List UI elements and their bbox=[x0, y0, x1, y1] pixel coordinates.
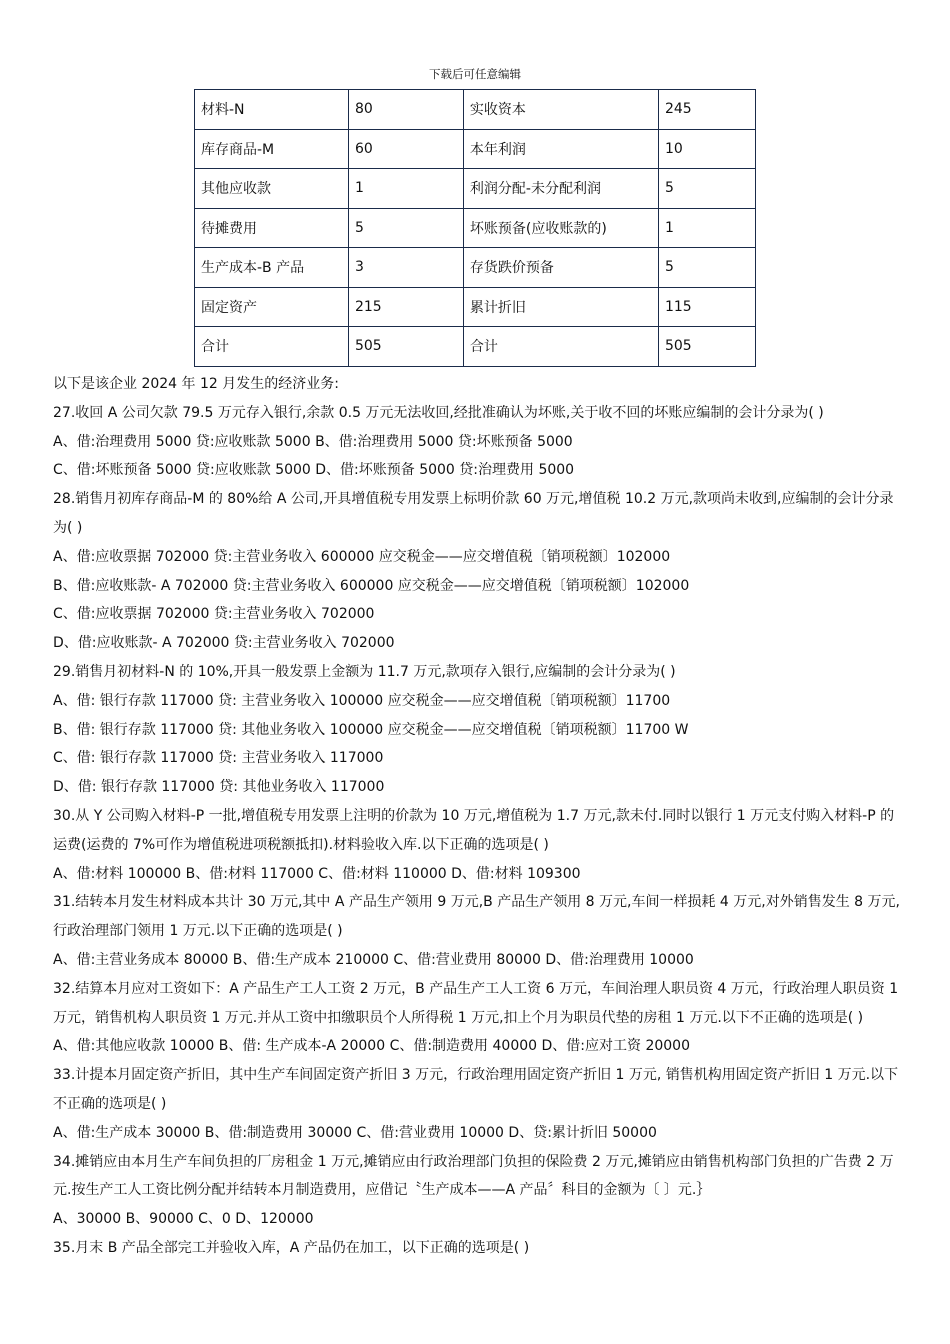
table-row bbox=[195, 169, 756, 209]
amount-cell: 5 bbox=[348, 208, 463, 248]
page-header: 下载后可任意编辑 bbox=[429, 67, 521, 81]
account-name-cell: 其他应收款 bbox=[195, 169, 349, 209]
question-stem: 29.销售月初材料-N 的 10%,开具一般发票上金额为 11.7 万元,款项存入银行,应编制的会计分录为( ) bbox=[53, 663, 676, 680]
amount-cell: 80 bbox=[348, 90, 463, 130]
intro-text: 以下是该企业 2024 年 12 月发生的经济业务: bbox=[53, 376, 339, 392]
question-stem: 28.销售月初库存商品-M 的 80%给 A 公司,开具增值税专用发票上标明价款 60 万元,增值税 10.2 万元,款项尚未收到,应编制的会计分录为( ) bbox=[53, 491, 894, 536]
question-stem: 34.摊销应由本月生产车间负担的厂房租金 1 万元,摊销应由行政治理部门负担的保险费 2 万元,摊销应由销售机构部门负担的广告费 2 万元.按生产工人工资比例分配并结转本月制造费用，应借记〝生产成本——A 产品〞科目的金额为〔 〕元.｝ bbox=[53, 1153, 894, 1199]
account-name-cell: 累计折旧 bbox=[463, 287, 658, 327]
account-name-cell: 合计 bbox=[463, 327, 658, 367]
question-item bbox=[53, 1061, 905, 1147]
question-item bbox=[53, 399, 905, 485]
document-body bbox=[53, 370, 905, 1263]
table-row bbox=[195, 248, 756, 288]
question-list bbox=[53, 399, 905, 1263]
answer-option: A、借:治理费用 5000 贷:应收账款 5000 B、借:治理费用 5000 贷:坏账预备 5000 bbox=[53, 433, 573, 450]
amount-cell: 60 bbox=[348, 129, 463, 169]
question-stem: 32.结算本月应对工资如下：A 产品生产工人工资 2 万元，B 产品生产工人工资 6 万元，车间治理人职员资 4 万元，行政治理人职员资 1 万元，销售机构人职员资 1 万元.并从工资中扣缴职员个人所得税 1 万元,扣上个月为职员代垫的房租 1 万元.以下不正确的选项是( ) bbox=[53, 980, 899, 1026]
answer-option: A、借:生产成本 30000 B、借:制造费用 30000 C、借:营业费用 10000 D、贷:累计折旧 50000 bbox=[53, 1124, 657, 1141]
question-stem: 30.从 Y 公司购入材料-P 一批,增值税专用发票上注明的价款为 10 万元,增值税为 1.7 万元,款未付.同时以银行 1 万元支付购入材料-P 的运费(运费的 7%可作为增值税进项税额抵扣).材料验收入库.以下正确的选项是( ) bbox=[53, 807, 895, 853]
answer-option: A、30000 B、90000 C、0 D、120000 bbox=[53, 1211, 314, 1228]
account-name-cell: 合计 bbox=[195, 327, 349, 367]
table-row bbox=[195, 208, 756, 248]
account-name-cell: 利润分配-未分配利润 bbox=[463, 169, 658, 209]
account-name-cell: 库存商品-M bbox=[195, 129, 349, 169]
question-stem: 35.月末 B 产品全部完工并验收入库，A 产品仍在加工，以下正确的选项是( ) bbox=[53, 1239, 530, 1256]
question-item bbox=[53, 485, 905, 658]
account-name-cell: 生产成本-B 产品 bbox=[195, 248, 349, 288]
amount-cell: 505 bbox=[348, 327, 463, 367]
amount-cell: 505 bbox=[658, 327, 755, 367]
answer-option: B、借:应收账款- A 702000 贷:主营业务收入 600000 应交税金——应交增值税〔销项税额〕102000 bbox=[53, 577, 690, 594]
amount-cell: 1 bbox=[348, 169, 463, 209]
answer-option: A、借:主营业务成本 80000 B、借:生产成本 210000 C、借:营业费用 80000 D、借:治理费用 10000 bbox=[53, 951, 694, 968]
amount-cell: 5 bbox=[658, 248, 755, 288]
account-name-cell: 实收资本 bbox=[463, 90, 658, 130]
table-row bbox=[195, 90, 756, 130]
answer-option: D、借:应收账款- A 702000 贷:主营业务收入 702000 bbox=[53, 635, 395, 652]
question-stem: 27.收回 A 公司欠款 79.5 万元存入银行,余款 0.5 万元无法收回,经批准确认为坏账,关于收不回的坏账应编制的会计分录为( ) bbox=[53, 404, 824, 421]
answer-option: C、借: 银行存款 117000 贷: 主营业务收入 117000 bbox=[53, 750, 384, 767]
answer-option: A、借: 银行存款 117000 贷: 主营业务收入 100000 应交税金——应交增值税〔销项税额〕11700 bbox=[53, 692, 671, 709]
answer-option: C、借:坏账预备 5000 贷:应收账款 5000 D、借:坏账预备 5000 贷:治理费用 5000 bbox=[53, 462, 575, 479]
answer-option: C、借:应收票据 702000 贷:主营业务收入 702000 bbox=[53, 606, 375, 623]
account-name-cell: 待摊费用 bbox=[195, 208, 349, 248]
account-name-cell: 坏账预备(应收账款的) bbox=[463, 208, 658, 248]
question-stem: 31.结转本月发生材料成本共计 30 万元,其中 A 产品生产领用 9 万元,B 产品生产领用 8 万元,车间一样损耗 4 万元,对外销售发生 8 万元,行政治理部门领用 1 万元.以下正确的选项是( ) bbox=[53, 894, 900, 940]
question-item bbox=[53, 1148, 905, 1234]
question-item bbox=[53, 1234, 905, 1263]
question-item bbox=[53, 975, 905, 1061]
question-item bbox=[53, 888, 905, 974]
amount-cell: 245 bbox=[658, 90, 755, 130]
table-row bbox=[195, 129, 756, 169]
table-row bbox=[195, 327, 756, 367]
account-name-cell: 本年利润 bbox=[463, 129, 658, 169]
table-row bbox=[195, 287, 756, 327]
amount-cell: 5 bbox=[658, 169, 755, 209]
amount-cell: 1 bbox=[658, 208, 755, 248]
amount-cell: 215 bbox=[348, 287, 463, 327]
answer-option: D、借: 银行存款 117000 贷: 其他业务收入 117000 bbox=[53, 779, 385, 796]
question-item bbox=[53, 658, 905, 802]
balance-table bbox=[194, 89, 756, 367]
account-name-cell: 材料-N bbox=[195, 90, 349, 130]
answer-option: A、借:材料 100000 B、借:材料 117000 C、借:材料 110000 D、借:材料 109300 bbox=[53, 865, 581, 882]
amount-cell: 115 bbox=[658, 287, 755, 327]
amount-cell: 3 bbox=[348, 248, 463, 288]
question-stem: 33.计提本月固定资产折旧，其中生产车间固定资产折旧 3 万元，行政治理用固定资产折旧 1 万元, 销售机构用固定资产折旧 1 万元.以下不正确的选项是( ) bbox=[53, 1067, 899, 1112]
answer-option: B、借: 银行存款 117000 贷: 其他业务收入 100000 应交税金——应交增值税〔销项税额〕11700 W bbox=[53, 721, 689, 738]
account-name-cell: 存货跌价预备 bbox=[463, 248, 658, 288]
answer-option: A、借:应收票据 702000 贷:主营业务收入 600000 应交税金——应交增值税〔销项税额〕102000 bbox=[53, 548, 671, 565]
question-item bbox=[53, 802, 905, 888]
answer-option: A、借:其他应收款 10000 B、借: 生产成本-A 20000 C、借:制造费用 40000 D、借:应对工资 20000 bbox=[53, 1038, 690, 1055]
amount-cell: 10 bbox=[658, 129, 755, 169]
account-name-cell: 固定资产 bbox=[195, 287, 349, 327]
